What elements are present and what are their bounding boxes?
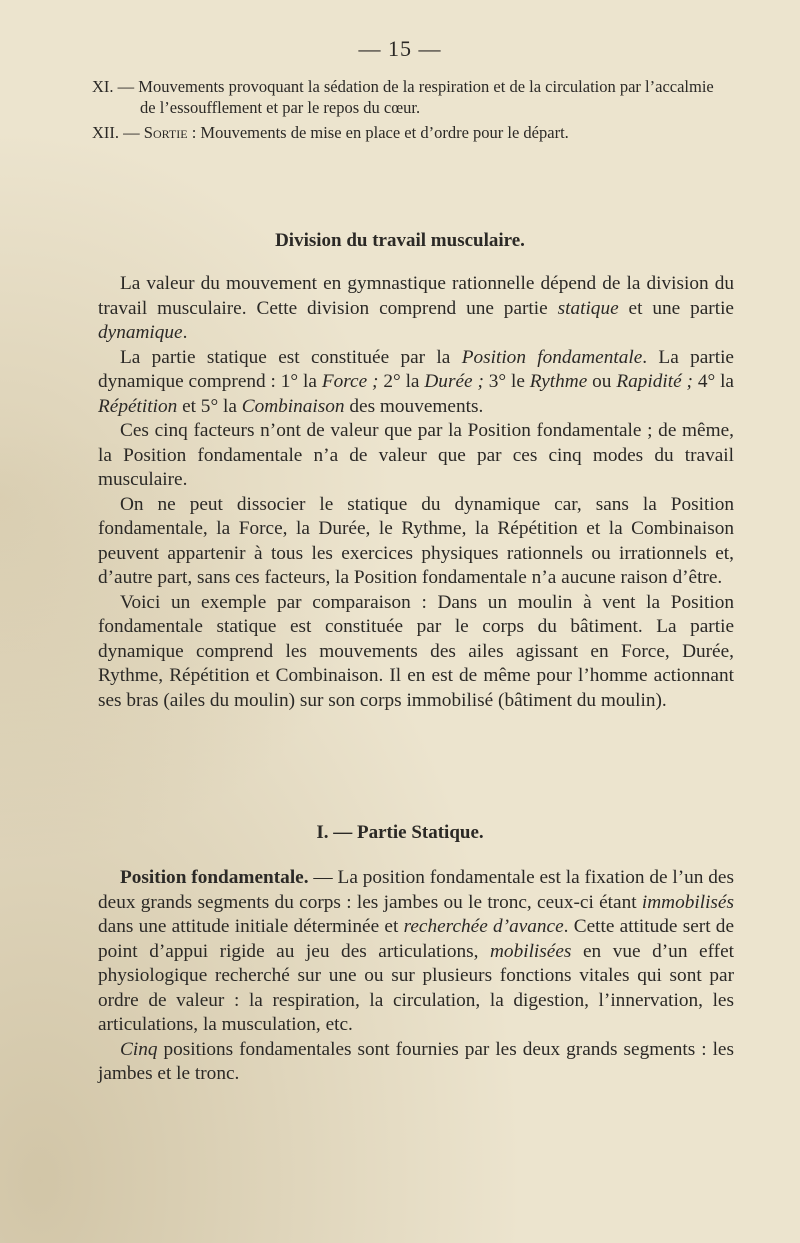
text-run-italic: mobilisées — [490, 940, 572, 962]
list-item — [92, 76, 732, 118]
text-run-italic: dynamique — [98, 322, 183, 343]
text-run: . Cette attitude sert de point d’appui rigide au jeu des articulations, — [98, 916, 735, 962]
text-run-italic: Cinq — [120, 1038, 158, 1060]
text-run-italic: Répétition — [98, 395, 178, 417]
section-heading-division: Division du travail musculaire. — [275, 230, 525, 251]
text-run: dans une attitude initiale déterminée et — [98, 916, 404, 937]
text-run-italic: Combinaison — [241, 395, 345, 417]
text-run: — La position fondamentale est la fixation de l’un des deux grands segments du corps : les jambes ou le tronc, ceux-ci étant — [98, 867, 734, 913]
text-run-italic: statique — [557, 297, 619, 319]
list-item-label: Sortie — [143, 123, 188, 142]
list-item-dash: — — [123, 123, 140, 142]
section-heading-statique: I. — Partie Statique. — [316, 822, 484, 843]
list-item — [92, 122, 732, 143]
text-run-italic: Durée ; — [424, 371, 484, 392]
text-run-italic: Position fondamentale — [461, 346, 643, 368]
paragraph: On ne peut dissocier le statique du dynamique car, sans la Position fondamentale, la Force, la Durée, le Rythme, la Répétition et la Combinaison peuvent appartenir à tous les exercices physiques rationnels ou irrationnels et, d’autre part, sans ces facteurs, la Position fondamentale n’a aucune raison d’être. — [98, 493, 734, 588]
paragraph — [98, 1038, 734, 1087]
text-run: La valeur du mouvement en gymnastique rationnelle dépend de la division du travail musculaire. Cette division comprend une partie — [98, 273, 734, 319]
text-run: . La partie dynamique comprend : 1° la — [98, 346, 734, 392]
text-run: des mouvements. — [344, 395, 484, 417]
text-run-italic: immobilisés — [641, 891, 734, 913]
section-body-statique — [98, 866, 734, 1087]
text-run: ou — [587, 371, 617, 392]
text-run: La partie statique est constituée par la — [120, 346, 462, 368]
paragraph-lead: Position fondamentale. — [120, 867, 309, 888]
text-run-italic: Rapidité ; — [616, 371, 693, 392]
paragraph — [98, 866, 734, 1038]
paragraph — [98, 272, 734, 346]
text-run: positions fondamentales sont fournies par les deux grands segments : les jambes et le tronc. — [98, 1038, 734, 1084]
list-item-number: XII. — [92, 123, 120, 142]
text-run-italic: Rythme — [529, 371, 588, 392]
paragraph: Voici un exemple par comparaison : Dans un moulin à vent la Position fondamentale statique est constituée par le corps du bâtiment. La partie dynamique comprend les mouvements des ailes agissant en Force, Durée, Rythme, Répétition et Combinaison. Il en est de même pour l’homme actionnant ses bras (ailes du moulin) sur son corps immobilisé (bâtiment du moulin). — [98, 591, 734, 711]
page-number: — 15 — — [358, 36, 442, 61]
text-run: et 5° la — [177, 395, 242, 417]
paragraph — [98, 346, 734, 420]
section-body-division — [98, 272, 734, 713]
text-run: 3° le — [483, 371, 530, 392]
text-run: . — [182, 322, 188, 343]
list-item-text: : Mouvements de mise en place et d’ordre pour le départ. — [191, 123, 569, 142]
list-item-text: — Mouvements provoquant la sédation de la respiration et de la circulation par l’accalmie de l’essoufflement et par le repos du cœur. — [117, 77, 714, 117]
text-run-italic: recherchée d’avance — [403, 916, 564, 937]
text-run-italic: Force ; — [321, 371, 379, 392]
exercise-list — [92, 76, 732, 147]
list-item-number: XI. — [92, 77, 114, 96]
paragraph: Ces cinq facteurs n’ont de valeur que par la Position fondamentale ; de même, la Position fondamentale n’a de valeur que par ces cinq modes du travail musculaire. — [98, 420, 734, 490]
text-run: 2° la — [378, 371, 425, 392]
text-run: et une partie — [618, 297, 734, 319]
text-run: en vue d’un effet physiologique recherché sur une ou sur plusieurs fonctions vitales qui sont par ordre de valeur : la respiration, la circulation, la digestion, l’innervation, les articulations, la musculation, etc. — [98, 940, 734, 1035]
text-run: 4° la — [692, 371, 734, 392]
